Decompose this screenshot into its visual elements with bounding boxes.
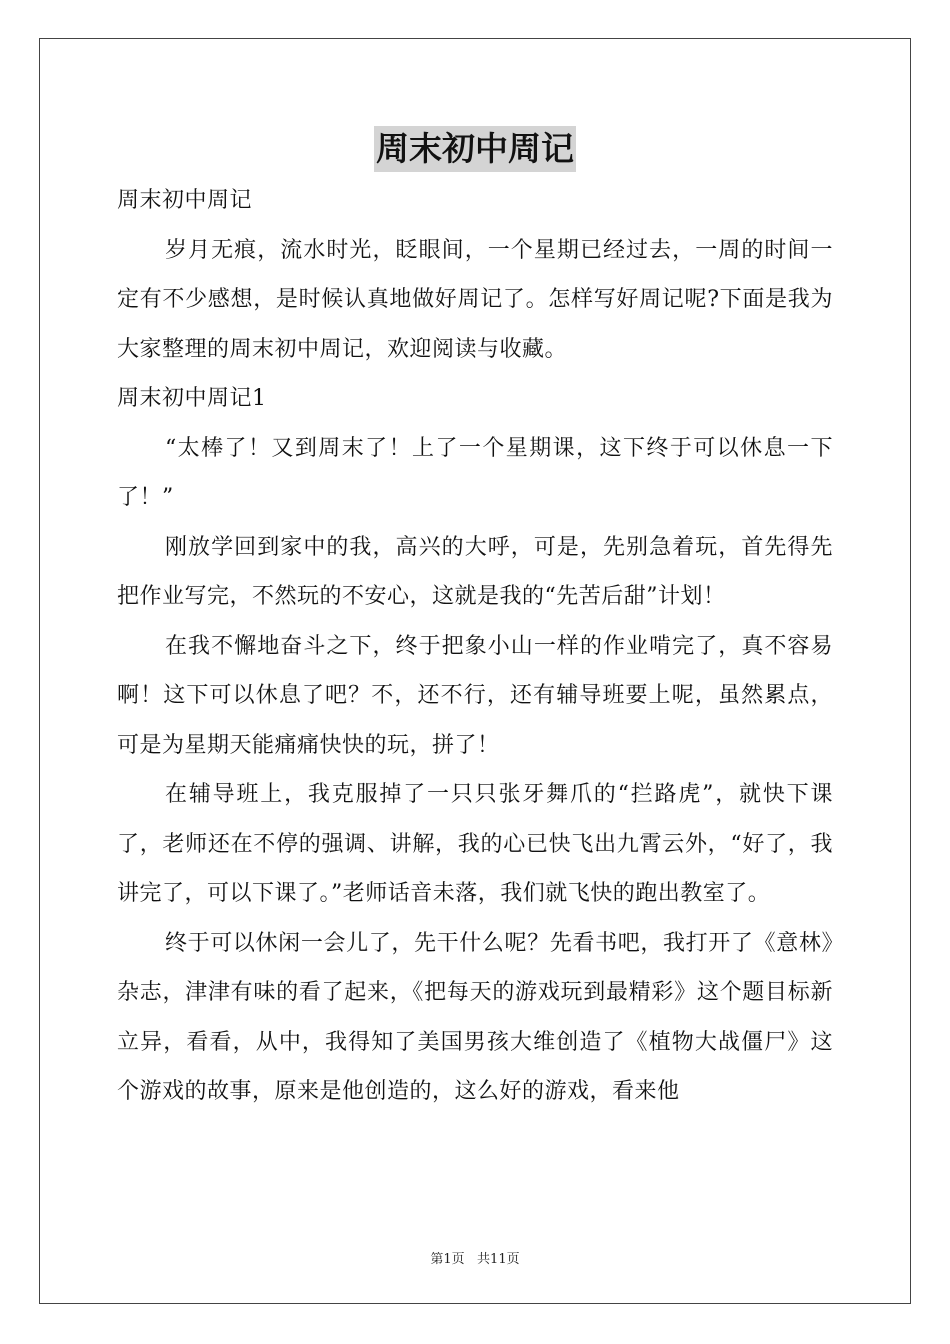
paragraph: “太棒了！又到周末了！上了一个星期课，这下终于可以休息一下了！” [117,435,833,510]
page-number: 第1页 共11页 [430,1252,520,1267]
title-container [0,126,950,172]
document-body [117,176,833,1117]
document-title: 周末初中周记 [374,126,576,172]
paragraph: 在辅导班上，我克服掉了一只只张牙舞爪的“拦路虎”，就快下课了，老师还在不停的强调、讲解，我的心已快飞出九霄云外，“好了，我讲完了，可以下课了。”老师话音未落，我们就飞快的跑出教室了。 [117,782,833,906]
paragraph: 在我不懈地奋斗之下，终于把象小山一样的作业啃完了，真不容易啊！这下可以休息了吧？不，还不行，还有辅导班要上呢，虽然累点，可是为星期天能痛痛快快的玩，拼了！ [117,633,833,758]
page-footer [0,1248,950,1267]
section-heading: 周末初中周记1 [117,386,267,411]
paragraph: 周末初中周记 [117,188,253,213]
paragraph: 岁月无痕，流水时光，眨眼间，一个星期已经过去，一周的时间一定有不少感想，是时候认真地做好周记了。怎样写好周记呢?下面是我为大家整理的周末初中周记，欢迎阅读与收藏。 [117,237,833,362]
paragraph: 终于可以休闲一会儿了，先干什么呢？先看书吧，我打开了《意林》杂志，津津有味的看了起来，《把每天的游戏玩到最精彩》这个题目标新立异，看看，从中，我得知了美国男孩大维创造了《植物大战僵尸》这个游戏的故事，原来是他创造的，这么好的游戏，看来他 [117,930,833,1104]
paragraph: 刚放学回到家中的我，高兴的大呼，可是，先别急着玩，首先得先把作业写完，不然玩的不安心，这就是我的“先苦后甜”计划！ [117,534,833,609]
